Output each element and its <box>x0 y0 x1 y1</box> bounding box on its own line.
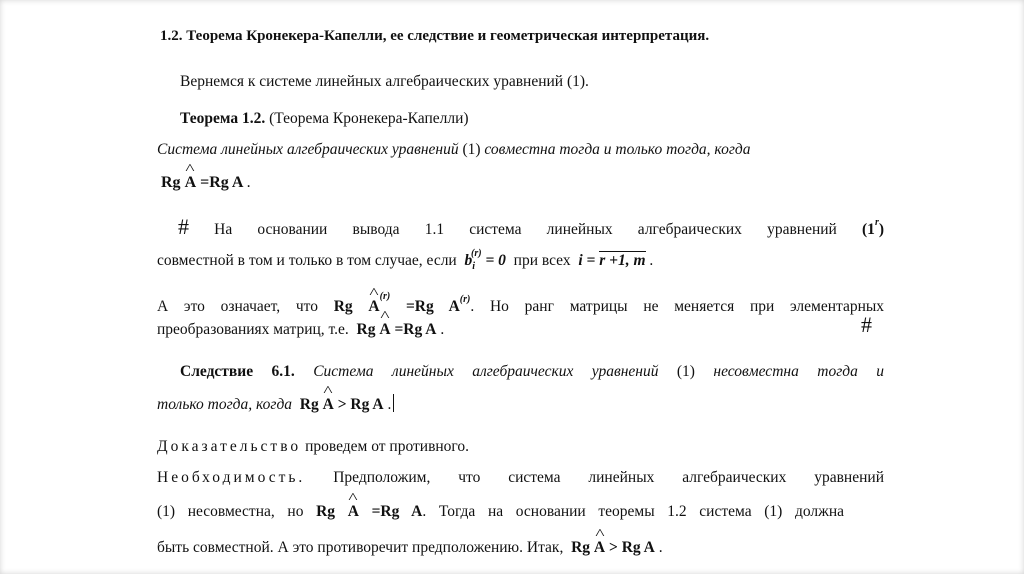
proof2-line4 <box>157 538 663 558</box>
proof1-line3-formula: Rg ^ $A^{(r)} =Rg$ $A^{(r)}$. <box>334 298 475 315</box>
proof2-line3-b: Тогда на основании теоремы 1.2 система (1) должна <box>438 503 845 520</box>
proof1-line3-b: Но ранг матрицы не меняется при элементарных <box>489 298 885 315</box>
proof2-line3-formula: Rg ^ A =Rg A <box>316 503 422 520</box>
corollary-line1 <box>180 362 884 382</box>
theorem-statement-ref: (1) <box>462 141 481 158</box>
hash-symbol: # <box>178 214 189 239</box>
proof1-line2-b: при всех <box>513 252 571 269</box>
proof1-line4-a: преобразованиях матриц, т.е. <box>157 321 349 338</box>
proof2-line4-formula: Rg ^ A > Rg A <box>571 539 655 556</box>
proof2-line1-text: проведем от противного. <box>305 438 470 455</box>
proof2-line4-dot: . <box>658 539 663 556</box>
cond-rg: Rg <box>161 174 181 191</box>
text-cursor <box>393 394 394 412</box>
proof1-line1-ref: (1$^r$) <box>862 217 885 238</box>
theorem-name: (Теорема Кронекера-Капелли) <box>269 110 469 127</box>
section-title: 1.2. Теорема Кронекера-Капелли, ее следствие и геометрическая интерпретация. <box>160 28 710 44</box>
corollary-text-a: Система линейных алгебраических уравнений <box>313 363 659 380</box>
proof2-line3-dot: . <box>422 503 427 520</box>
necessity-label: Необходимость. <box>157 469 306 486</box>
corollary-line2 <box>157 394 394 415</box>
cond-end: . <box>246 174 251 191</box>
proof1-line4-formula: Rg ^ A =Rg A <box>357 321 437 338</box>
proof2-line3 <box>157 502 844 522</box>
theorem-heading <box>180 109 469 129</box>
intro-text: Вернемся к системе линейных алгебраических уравнений (1). <box>180 73 589 90</box>
proof1-line3-a: А это означает, что <box>157 298 318 315</box>
corollary-end: . <box>387 396 392 413</box>
corollary-line2-a: только тогда, когда <box>157 396 293 413</box>
cond-a-hat: ^ A <box>185 173 197 193</box>
proof1-line2-end: . <box>649 252 654 269</box>
proof2-line4-a: быть совместной. А это противоречит предположению. Итак, <box>157 539 564 556</box>
proof1-line2 <box>157 244 653 277</box>
theorem-label: Теорема 1.2. <box>180 110 266 127</box>
i-range: i = r +1, m <box>578 252 646 269</box>
theorem-condition <box>161 173 251 193</box>
proof2-line2 <box>157 468 884 488</box>
hash-end-symbol: # <box>861 312 872 337</box>
corollary-formula: Rg ^ A > Rg A <box>300 396 384 413</box>
theorem-statement-b: совместна тогда и только тогда, когда <box>484 141 751 158</box>
corollary-label: Следствие 6.1. <box>180 363 295 380</box>
cond-eq: =Rg A <box>200 174 243 191</box>
b-condition: $b_i^{(r)} = 0$ <box>464 248 506 272</box>
proof-label: Доказательство <box>157 438 302 455</box>
proof1-line4-end: . <box>440 321 445 338</box>
proof1-line4 <box>157 320 444 340</box>
proof1-line1 <box>178 213 884 240</box>
theorem-statement-a: Система линейных алгебраических уравнений <box>157 141 459 158</box>
corollary-text-b: несовместна тогда и <box>713 363 885 380</box>
proof2-line1 <box>157 437 469 457</box>
theorem-statement <box>157 140 750 160</box>
corollary-ref: (1) <box>676 363 695 380</box>
proof1-line1-text: На основании вывода 1.1 система линейных алгебраических уравнений <box>214 221 837 238</box>
proof2-line2-text: Предположим, что система линейных алгебраических уравнений <box>333 469 884 486</box>
proof1-line2-a: совместной в том и только в том случае, если <box>157 252 457 269</box>
proof1-line3 <box>157 287 884 317</box>
proof2-line3-a: (1) несовместна, но <box>157 503 304 520</box>
